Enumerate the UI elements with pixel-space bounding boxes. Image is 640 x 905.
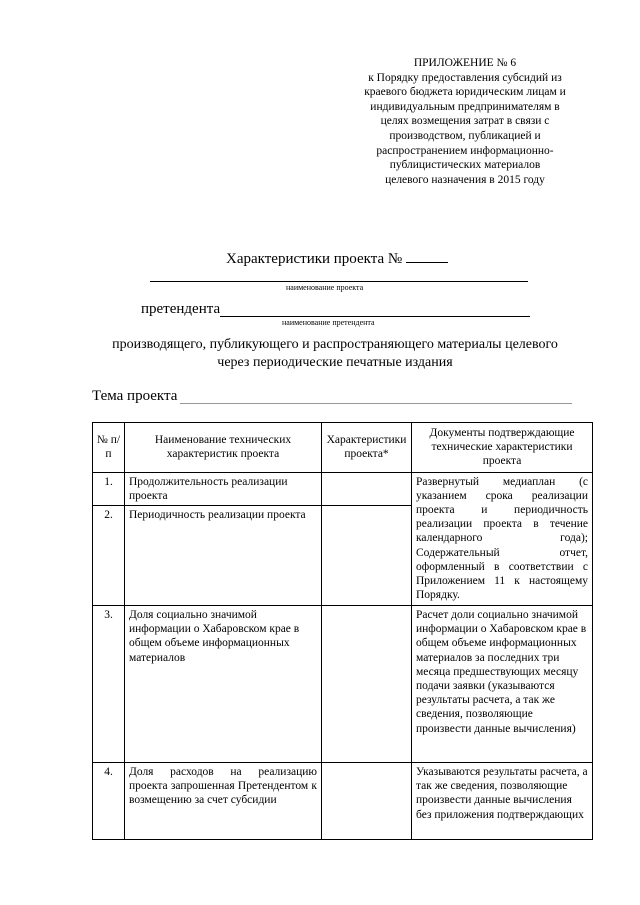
- topic-line[interactable]: [180, 403, 572, 404]
- document-title: [226, 250, 448, 268]
- appendix-line: целях возмещения затрат в связи с: [380, 115, 550, 128]
- header-num: № п/п: [93, 423, 125, 473]
- row-name: Доля расходов на реализацию проекта запрошенная Претендентом к возмещению за счет субсидии: [125, 763, 322, 840]
- doc-line: календарного года);: [416, 532, 588, 545]
- table-row: [93, 763, 593, 840]
- header-char: Характеристики проекта*: [322, 423, 412, 473]
- appendix-line: целевого назначения в 2015 году: [385, 173, 545, 186]
- table-row: [93, 606, 593, 763]
- project-name-line[interactable]: [150, 281, 528, 282]
- table-row: [93, 472, 593, 505]
- row-docs-1-2: [412, 472, 593, 605]
- row-char-cell[interactable]: [322, 472, 412, 505]
- doc-line: Развернутый медиаплан (с: [416, 475, 588, 488]
- row-num: 4.: [93, 763, 125, 840]
- appendix-line: распространением информационно-: [376, 144, 554, 157]
- project-number-field[interactable]: [406, 250, 448, 263]
- doc-line: Приложением 11 к настоящему: [416, 575, 588, 588]
- appendix-line: к Порядку предоставления субсидий из: [368, 71, 562, 84]
- header-name: Наименование технических характеристик проекта: [125, 423, 322, 473]
- description-line: производящего, публикующего и распространяющего материалы целевого: [112, 337, 558, 352]
- description: [70, 336, 600, 372]
- appendix-line: краевого бюджета юридическим лицам и: [364, 86, 566, 99]
- applicant-caption: наименование претендента: [282, 318, 375, 327]
- row-num: 2.: [93, 506, 125, 606]
- appendix-line: индивидуальным предпринимателям в: [370, 100, 560, 113]
- row-docs-4: Указываются результаты расчета, а так же сведения, позволяющие произвести данные вычисления без приложения подтверждающих: [412, 763, 593, 840]
- appendix-line: производством, публикацией и: [389, 129, 541, 142]
- description-line: через периодические печатные издания: [217, 355, 453, 370]
- doc-line: указанием срока реализации: [416, 489, 588, 502]
- applicant-name-line[interactable]: [220, 316, 530, 317]
- doc-line: Порядку.: [416, 589, 460, 602]
- doc-line: Содержательный отчет,: [416, 546, 588, 559]
- topic-label: Тема проекта: [92, 388, 178, 404]
- row-num: 3.: [93, 606, 125, 763]
- header-docs: Документы подтверждающие технические характеристики проекта: [412, 423, 593, 473]
- appendix-line: ПРИЛОЖЕНИЕ № 6: [413, 57, 517, 69]
- row-char-cell[interactable]: [322, 606, 412, 763]
- doc-line: проекта и периодичность: [416, 504, 588, 517]
- applicant-label: претендента: [141, 301, 221, 317]
- row-char-cell[interactable]: [322, 506, 412, 606]
- row-name: Продолжительность реализации проекта: [125, 472, 322, 505]
- appendix-header: [345, 56, 585, 187]
- row-docs-3: Расчет доли социально значимой информации о Хабаровском крае в общем объеме информационных материалов за последних три месяца предшествующих месяцу подачи заявки (указываются результаты расчета, а так же сведения, позволяющие произвести данные вычисления): [412, 606, 593, 763]
- row-num: 1.: [93, 472, 125, 505]
- row-name: Доля социально значимой информации о Хабаровском крае в общем объеме информационных материалов: [125, 606, 322, 763]
- appendix-line: публицистических материалов: [389, 159, 541, 172]
- table-header-row: [93, 423, 593, 473]
- characteristics-table: [92, 422, 593, 840]
- doc-line: оформленный в соответствии с: [416, 560, 588, 573]
- row-name: Периодичность реализации проекта: [125, 506, 322, 606]
- project-name-caption: наименование проекта: [286, 283, 364, 292]
- doc-line: реализации проекта в течение: [416, 518, 588, 531]
- row-char-cell[interactable]: [322, 763, 412, 840]
- title-text: Характеристики проекта №: [226, 251, 403, 267]
